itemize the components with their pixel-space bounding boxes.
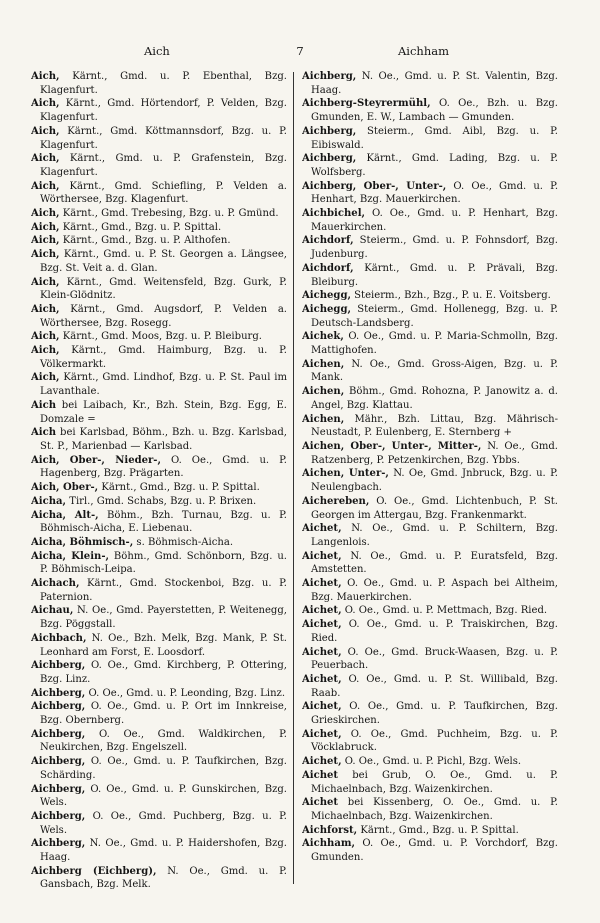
gazetteer-entry bbox=[31, 481, 287, 495]
entry-headword: Aichen, bbox=[302, 413, 345, 425]
running-header bbox=[26, 44, 574, 60]
gazetteer-entry bbox=[31, 303, 287, 330]
entry-details: N. Oe., Gmd. u. P. Euratsfeld, Bzg. Amstetten. bbox=[311, 550, 558, 576]
entry-details: O. Oe., Gmd. u. P. Maria-Schmolln, Bzg. Mattighofen. bbox=[311, 331, 558, 357]
gazetteer-entry bbox=[31, 700, 287, 727]
entry-details: bei Laibach, Kr., Bzh. Stein, Bzg. Egg, E. Domzale = bbox=[40, 399, 287, 425]
entry-details: Kärnt., Gmd. Schiefling, P. Velden a. Wörthersee, Bzg. Klagenfurt. bbox=[40, 180, 287, 206]
entry-headword: Aich, Ober-, bbox=[31, 482, 99, 494]
gazetteer-entry bbox=[31, 454, 287, 481]
gazetteer-entry bbox=[302, 180, 558, 207]
entry-details: O. Oe., Gmd. u. P. Traiskirchen, Bzg. Ried. bbox=[311, 619, 558, 644]
entry-details: Kärnt., Gmd. u. P. Grafenstein, Bzg. Klagenfurt. bbox=[40, 153, 287, 178]
entry-headword: Aichberg, bbox=[31, 660, 86, 672]
entry-details: Kärnt., Gmd. u. P. Prävali, Bzg. Bleiburg. bbox=[311, 262, 558, 288]
entry-headword: Aichet, bbox=[302, 550, 342, 562]
gazetteer-entry bbox=[302, 152, 558, 179]
entry-headword: Aichberg, bbox=[31, 701, 86, 713]
gazetteer-entry bbox=[302, 125, 558, 152]
entry-headword: Aichet bbox=[302, 769, 339, 781]
entry-headword: Aicha, Klein-, bbox=[31, 550, 109, 562]
gazetteer-entry bbox=[302, 755, 558, 769]
gazetteer-entry bbox=[302, 618, 558, 645]
entry-headword: Aichet, bbox=[302, 756, 342, 768]
gazetteer-entry bbox=[302, 234, 558, 261]
entry-headword: Aichberg, bbox=[31, 756, 86, 768]
entry-headword: Aichet, bbox=[302, 523, 342, 535]
entry-headword: Aichau, bbox=[31, 605, 74, 617]
entry-details: s. Böhmisch-Aicha. bbox=[133, 536, 234, 548]
entry-details: Steierm., Gmd. Hollenegg, Bzg. u. P. Deutsch-Landsberg. bbox=[311, 303, 558, 329]
entry-details: N. Oe., Gmd. Gross-Aigen, Bzg. u. P. Mank. bbox=[311, 358, 558, 384]
gazetteer-entry bbox=[302, 824, 558, 838]
entry-details: Kärnt., Gmd., Bzg. u. P. Althofen. bbox=[59, 235, 231, 247]
gazetteer-entry bbox=[31, 687, 287, 701]
gazetteer-entry bbox=[31, 509, 287, 536]
gazetteer-entry bbox=[31, 97, 287, 124]
gazetteer-entry bbox=[302, 289, 558, 303]
entry-details: O. Oe., Gmd. u. P. Aspach bei Altheim, Bzg. Mauerkirchen. bbox=[311, 578, 558, 603]
gazetteer-entry bbox=[302, 358, 558, 385]
entry-headword: Aich, Ober-, Nieder-, bbox=[31, 454, 161, 466]
gazetteer-entry bbox=[31, 837, 287, 864]
entry-details: Böhm., Gmd. Schönborn, Bzg. u. P. Böhmisch-Leipa. bbox=[40, 550, 287, 576]
entry-headword: Aichet, bbox=[302, 728, 342, 740]
entry-details: Kärnt., Gmd. Köttmannsdorf, Bzg. u. P. Klagenfurt. bbox=[40, 125, 287, 151]
entry-details: Steierm., Gmd. Aibl, Bzg. u. P. Eibiswald. bbox=[311, 125, 558, 151]
gazetteer-entry bbox=[31, 276, 287, 303]
entry-headword: Aich, bbox=[31, 372, 60, 384]
gazetteer-entry bbox=[31, 399, 287, 426]
entry-headword: Aichdorf, bbox=[302, 262, 354, 274]
entry-headword: Aichek, bbox=[302, 331, 344, 343]
gazetteer-entry bbox=[302, 413, 558, 440]
entry-headword: Aichberg, bbox=[31, 728, 86, 740]
entry-details: O. Oe., Gmd. u. P. Taufkirchen, Bzg. Grieskirchen. bbox=[311, 701, 558, 727]
header-right-keyword: Aichham bbox=[398, 44, 449, 58]
gazetteer-entry bbox=[31, 810, 287, 837]
gazetteer-entry bbox=[302, 728, 558, 755]
entry-headword: Aichberg (Eichberg), bbox=[31, 865, 157, 877]
entry-details: O. Oe., Gmd. u. P. Henhart, Bzg. Mauerkirchen. bbox=[311, 180, 558, 206]
entry-details: O. Oe., Gmd. Puchheim, Bzg. u. P. Vöcklabruck. bbox=[311, 728, 558, 754]
entry-headword: Aichberg, bbox=[31, 687, 86, 699]
entry-details: N. Oe., Gmd. u. P. St. Valentin, Bzg. Haag. bbox=[311, 71, 558, 96]
gazetteer-entry bbox=[302, 385, 558, 412]
entry-details: Tirl., Gmd. Schabs, Bzg. u. P. Brixen. bbox=[66, 495, 257, 507]
gazetteer-entry bbox=[302, 495, 558, 522]
entry-details: O. Oe., Gmd. u. P. Gunskirchen, Bzg. Wels. bbox=[40, 783, 287, 809]
entry-details: O. Oe., Gmd. u. P. Taufkirchen, Bzg. Schärding. bbox=[40, 756, 287, 781]
entry-headword: Aichet, bbox=[302, 578, 342, 590]
entry-details: O. Oe., Gmd. Bruck-Waasen, Bzg. u. P. Peuerbach. bbox=[311, 646, 558, 672]
entry-headword: Aichet, bbox=[302, 619, 342, 631]
entry-details: Kärnt., Gmd. Lading, Bzg. u. P. Wolfsberg. bbox=[311, 153, 558, 178]
entry-headword: Aichham, bbox=[302, 838, 355, 850]
entry-details: Kärnt., Gmd. Augsdorf, P. Velden a. Wörthersee, Bzg. Rosegg. bbox=[40, 303, 287, 329]
entry-headword: Aich, bbox=[31, 125, 60, 137]
gazetteer-entry bbox=[302, 330, 558, 357]
entry-details: bei Kissenberg, O. Oe., Gmd. u. P. Michaelnbach, Bzg. Waizenkirchen. bbox=[311, 797, 558, 822]
gazetteer-entry bbox=[302, 440, 558, 467]
entry-headword: Aich, bbox=[31, 345, 60, 357]
entry-headword: Aichberg, bbox=[302, 71, 357, 82]
entry-details: Steierm., Bzh., Bzg., P. u. E. Voitsberg. bbox=[350, 290, 551, 302]
gazetteer-entry bbox=[31, 180, 287, 207]
entry-headword: Aich, bbox=[31, 98, 60, 110]
entry-details: Kärnt., Gmd. u. P. St. Georgen a. Längsee, Bzg. St. Veit a. d. Glan. bbox=[40, 249, 287, 274]
entry-details: O. Oe., Gmd. Waldkirchen, P. Neukirchen, Bzg. Engelszell. bbox=[40, 728, 287, 754]
gazetteer-entry bbox=[31, 632, 287, 659]
entry-headword: Aich, bbox=[31, 303, 60, 315]
entry-details: O. Oe., Gmd. u. P. Hagenberg, Bzg. Prägarten. bbox=[40, 454, 287, 480]
gazetteer-entry bbox=[302, 70, 558, 97]
entry-details: O. Oe., Gmd. u. P. Henhart, Bzg. Mauerkirchen. bbox=[311, 208, 558, 233]
entry-headword: Aich, bbox=[31, 180, 60, 192]
entry-details: O. Oe., Gmd. Puchberg, Bzg. u. P. Wels. bbox=[40, 810, 287, 836]
entry-details: Mähr., Bzh. Littau, Bzg. Mährisch-Neustadt, P. Eulenberg, E. Sternberg + bbox=[311, 413, 558, 439]
gazetteer-entry bbox=[302, 207, 558, 234]
entry-headword: Aichbach, bbox=[31, 632, 87, 644]
entry-details: O. Oe., Gmd. u. P. Mettmach, Bzg. Ried. bbox=[341, 605, 548, 617]
entry-headword: Aichen, Unter-, bbox=[302, 468, 389, 480]
entry-headword: Aichen, Ober-, Unter-, Mitter-, bbox=[302, 440, 482, 452]
gazetteer-entry bbox=[31, 865, 287, 892]
entry-headword: Aichen, bbox=[302, 358, 345, 370]
gazetteer-entry bbox=[31, 70, 287, 97]
entry-details: Kärnt., Gmd., Bzg. u. P. Spittal. bbox=[357, 824, 519, 836]
gazetteer-entry bbox=[31, 371, 287, 398]
entry-headword: Aichberg-Steyrermühl, bbox=[302, 98, 431, 110]
gazetteer-entry bbox=[302, 303, 558, 330]
entry-details: bei Grub, O. Oe., Gmd. u. P. Michaelnbach, Bzg. Waizenkirchen. bbox=[311, 769, 558, 795]
gazetteer-entry bbox=[31, 344, 287, 371]
entry-details: bei Karlsbad, Böhm., Bzh. u. Bzg. Karlsbad, St. P., Marienbad — Karlsbad. bbox=[40, 427, 287, 452]
gazetteer-entry bbox=[31, 536, 287, 550]
entry-details: O. Oe., Gmd. Kirchberg, P. Ottering, Bzg. Linz. bbox=[40, 660, 287, 685]
gazetteer-entry bbox=[302, 604, 558, 618]
entry-headword: Aichegg, bbox=[302, 303, 351, 315]
entry-details: O. Oe., Gmd. u. P. Vorchdorf, Bzg. Gmunden. bbox=[311, 838, 558, 864]
entry-headword: Aichberg, bbox=[31, 838, 86, 850]
entry-details: O. Oe., Gmd. u. P. Leonding, Bzg. Linz. bbox=[85, 687, 286, 699]
entry-headword: Aichberg, bbox=[302, 125, 357, 137]
gazetteer-entry bbox=[31, 221, 287, 235]
entry-details: N. Oe., Gmd. Payerstetten, P. Weitenegg, Bzg. Pöggstall. bbox=[40, 605, 287, 631]
entry-headword: Aichegg, bbox=[302, 290, 351, 302]
entry-details: N. Oe., Gmd. u. P. Schiltern, Bzg. Langenlois. bbox=[311, 523, 558, 548]
gazetteer-entry bbox=[302, 646, 558, 673]
entry-headword: Aich, bbox=[31, 276, 60, 288]
entry-headword: Aichdorf, bbox=[302, 235, 354, 247]
entry-headword: Aicha, Alt-, bbox=[31, 509, 99, 521]
entry-headword: Aichberg, Ober-, Unter-, bbox=[302, 180, 447, 192]
entry-headword: Aichereben, bbox=[302, 495, 370, 507]
entry-headword: Aichbichel, bbox=[302, 208, 366, 220]
entry-details: Böhm., Bzh. Turnau, Bzg. u. P. Böhmisch-Aicha, E. Liebenau. bbox=[40, 509, 287, 535]
gazetteer-entry bbox=[31, 783, 287, 810]
right-column bbox=[302, 70, 558, 865]
entry-details: Kärnt., Gmd. Weitensfeld, Bzg. Gurk, P. Klein-Glödnitz. bbox=[40, 276, 287, 302]
gazetteer-entry bbox=[302, 522, 558, 549]
entry-headword: Aicha, Böhmisch-, bbox=[31, 536, 134, 548]
entry-headword: Aich, bbox=[31, 331, 60, 343]
gazetteer-entry bbox=[302, 837, 558, 864]
entry-details: Kärnt., Gmd., Bzg. u. P. Spittal. bbox=[98, 482, 260, 494]
gazetteer-entry bbox=[302, 97, 558, 124]
entry-headword: Aichberg, bbox=[31, 783, 86, 795]
entry-headword: Aichach, bbox=[31, 578, 80, 590]
entry-details: Steierm., Gmd. u. P. Fohnsdorf, Bzg. Judenburg. bbox=[311, 235, 558, 261]
entry-details: Kärnt., Gmd. Hörtendorf, P. Velden, Bzg. Klagenfurt. bbox=[40, 98, 287, 124]
entry-details: Kärnt., Gmd. Trebesing, Bzg. u. P. Gmünd. bbox=[59, 208, 279, 220]
page-number: 7 bbox=[296, 44, 304, 58]
gazetteer-entry bbox=[31, 207, 287, 221]
entry-headword: Aich bbox=[31, 427, 57, 439]
gazetteer-entry bbox=[31, 234, 287, 248]
entry-details: O. Oe., Bzh. u. Bzg. Gmunden, E. W., Lambach — Gmunden. bbox=[311, 98, 558, 124]
entry-details: N. Oe., Gmd. u. P. Haidershofen, Bzg. Haag. bbox=[40, 838, 287, 864]
entry-details: Kärnt., Gmd. Stockenboi, Bzg. u. P. Paternion. bbox=[40, 578, 287, 603]
gazetteer-entry bbox=[302, 700, 558, 727]
entry-details: N. Oe., Gmd. u. P. Gansbach, Bzg. Melk. bbox=[40, 865, 287, 891]
entry-headword: Aichberg, bbox=[302, 153, 357, 165]
entry-headword: Aich, bbox=[31, 221, 60, 233]
gazetteer-entry bbox=[302, 550, 558, 577]
entry-headword: Aich, bbox=[31, 249, 60, 261]
gazetteer-entry bbox=[31, 248, 287, 275]
entry-headword: Aich, bbox=[31, 153, 60, 165]
gazetteer-entry bbox=[31, 728, 287, 755]
entry-details: Böhm., Gmd. Rohozna, P. Janowitz a. d. Angel, Bzg. Klattau. bbox=[311, 386, 558, 411]
gazetteer-entry bbox=[31, 495, 287, 509]
entry-headword: Aichet, bbox=[302, 701, 342, 713]
entry-headword: Aichet, bbox=[302, 646, 342, 658]
gazetteer-entry bbox=[302, 673, 558, 700]
entry-details: N. Oe., Bzh. Melk, Bzg. Mank, P. St. Leonhard am Forst, E. Loosdorf. bbox=[40, 632, 287, 658]
gazetteer-entry bbox=[302, 796, 558, 823]
entry-headword: Aichforst, bbox=[302, 824, 358, 836]
entry-details: O. Oe., Gmd. u. P. Pichl, Bzg. Wels. bbox=[341, 756, 522, 768]
gazetteer-entry bbox=[302, 262, 558, 289]
gazetteer-entry bbox=[31, 550, 287, 577]
gazetteer-entry bbox=[302, 577, 558, 604]
entry-details: Kärnt., Gmd. Haimburg, Bzg. u. P. Völkermarkt. bbox=[40, 345, 287, 370]
gazetteer-entry bbox=[31, 604, 287, 631]
header-left-keyword: Aich bbox=[144, 44, 170, 58]
entry-details: Kärnt., Gmd. Moos, Bzg. u. P. Bleiburg. bbox=[59, 331, 262, 343]
gazetteer-entry bbox=[31, 755, 287, 782]
gazetteer-entry bbox=[31, 426, 287, 453]
entry-details: Kärnt., Gmd. Lindhof, Bzg. u. P. St. Paul im Lavanthale. bbox=[40, 372, 287, 398]
gazetteer-entry bbox=[31, 152, 287, 179]
column-divider bbox=[293, 72, 294, 884]
entry-headword: Aichet, bbox=[302, 605, 342, 617]
left-column bbox=[31, 70, 287, 892]
entry-headword: Aich bbox=[31, 399, 57, 411]
entry-details: N. Oe, Gmd. Jnbruck, Bzg. u. P. Neulengbach. bbox=[311, 468, 558, 494]
entry-details: O. Oe., Gmd. Lichtenbuch, P. St. Georgen im Attergau, Bzg. Frankenmarkt. bbox=[311, 495, 558, 521]
gazetteer-entry bbox=[31, 659, 287, 686]
entry-headword: Aich, bbox=[31, 235, 60, 247]
entry-details: N. Oe., Gmd. Ratzenberg, P. Petzenkirchen, Bzg. Ybbs. bbox=[311, 440, 558, 466]
gazetteer-entry bbox=[302, 467, 558, 494]
entry-headword: Aichet bbox=[302, 797, 339, 809]
entry-details: Kärnt., Gmd., Bzg. u. P. Spittal. bbox=[59, 221, 222, 233]
gazetteer-entry bbox=[31, 125, 287, 152]
gazetteer-entry bbox=[31, 577, 287, 604]
entry-details: Kärnt., Gmd. u. P. Ebenthal, Bzg. Klagenfurt. bbox=[40, 71, 287, 96]
gazetteer-entry bbox=[31, 330, 287, 344]
entry-headword: Aich, bbox=[31, 71, 60, 82]
entry-details: O. Oe., Gmd. u. P. Ort im Innkreise, Bzg. Obernberg. bbox=[40, 701, 287, 727]
entry-headword: Aicha, bbox=[31, 495, 67, 507]
entry-details: O. Oe., Gmd. u. P. St. Willibald, Bzg. Raab. bbox=[311, 673, 558, 699]
entry-headword: Aich, bbox=[31, 208, 60, 220]
gazetteer-entry bbox=[302, 769, 558, 796]
entry-headword: Aichberg, bbox=[31, 810, 86, 822]
entry-headword: Aichen, bbox=[302, 386, 345, 398]
entry-headword: Aichet, bbox=[302, 673, 342, 685]
